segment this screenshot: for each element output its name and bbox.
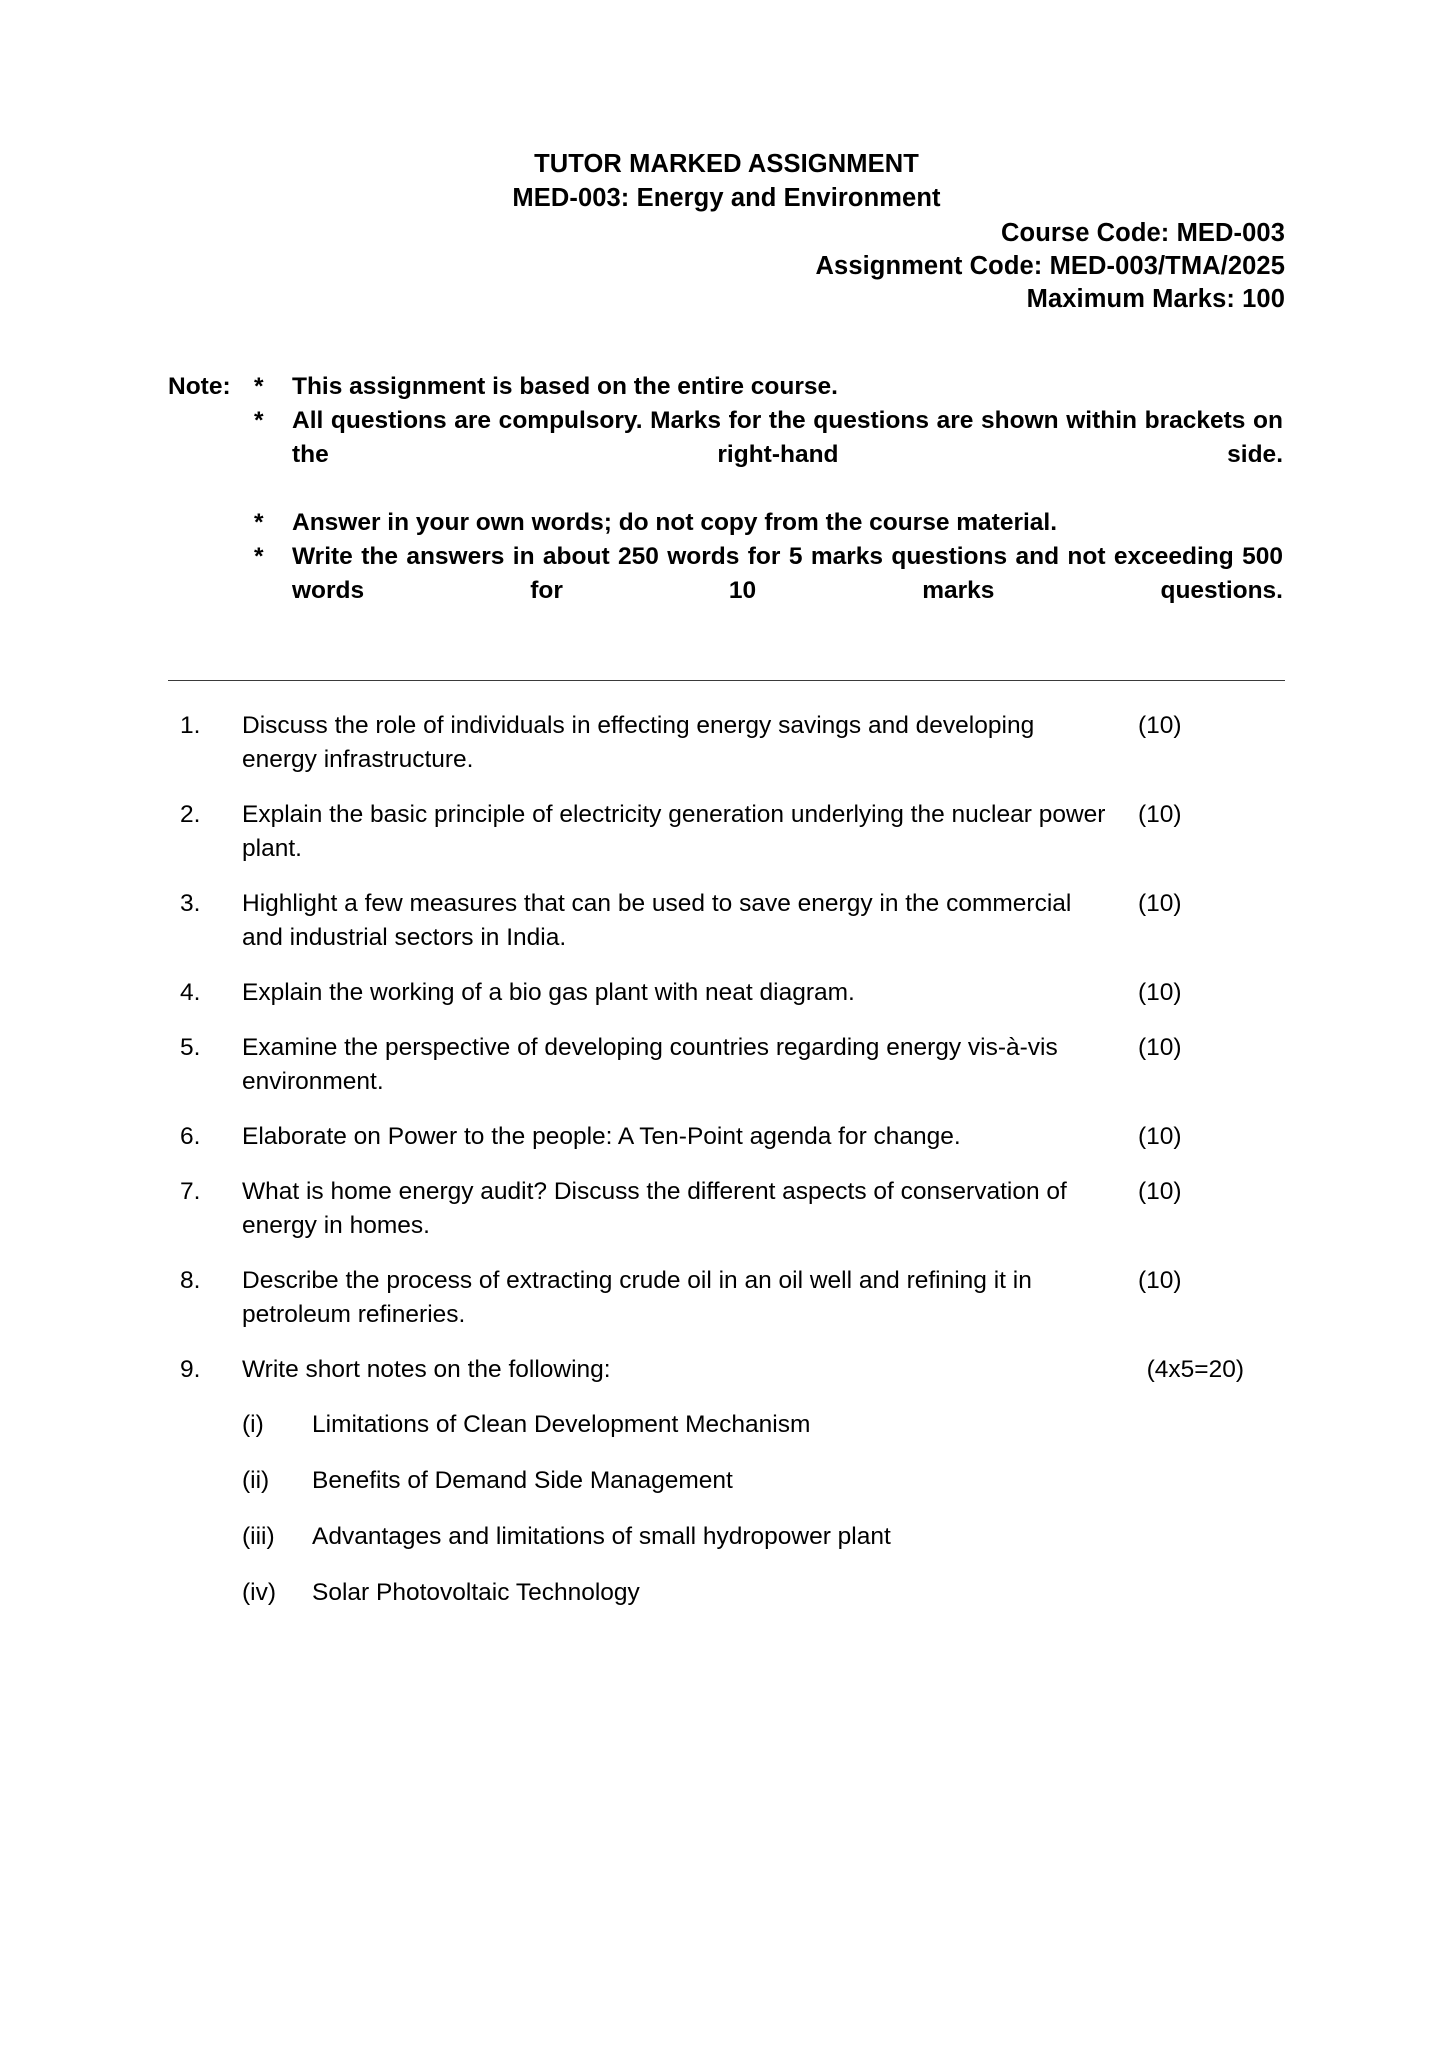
course-code: Course Code: MED-003 [1001,219,1285,247]
maximum-marks: Maximum Marks: 100 [1026,285,1285,313]
note-label: Note: [168,373,231,400]
note-item-1: This assignment is based on the entire course. [292,373,838,400]
question-text: Discuss the role of individuals in effecting energy savings and developing energy infrastructure. [242,712,1035,773]
sub-question-row [180,1576,1448,1610]
note-section [0,370,1285,642]
question-row [180,798,1448,866]
note-spacer-2 [168,404,254,506]
sub-question-number: (ii) [242,1467,270,1494]
question-number: 8. [180,1267,201,1294]
question-marks: (10) [1138,979,1182,1006]
question-number: 6. [180,1123,201,1150]
question-number: 3. [180,890,201,917]
question-row [180,709,1448,777]
question-row [180,1353,1448,1387]
sub-question-row [180,1464,1448,1498]
question-marks: (4x5=20) [1146,1356,1244,1383]
note-item-2: All questions are compulsory. Marks for the questions are shown within brackets on the right-hand side. [292,407,1283,468]
assignment-code: Assignment Code: MED-003/TMA/2025 [815,252,1285,280]
question-text: Write short notes on the following: [242,1356,611,1383]
sub-question-list [180,1408,1448,1610]
question-number: 1. [180,712,201,739]
question-marks: (10) [1138,1123,1182,1150]
sub-question-number: (i) [242,1411,264,1438]
sub-question-number: (iii) [242,1523,275,1550]
question-marks: (10) [1138,712,1182,739]
question-number: 4. [180,979,201,1006]
question-row [180,1120,1448,1154]
sub-question-number: (iv) [242,1579,277,1606]
question-text: Explain the working of a bio gas plant with neat diagram. [242,979,855,1006]
note-spacer-4 [168,540,254,642]
question-marks: (10) [1138,1267,1182,1294]
questions-list [0,709,1448,1610]
sub-question-row [180,1520,1448,1554]
note-bullet-1: * [254,373,264,400]
question-marks: (10) [1138,1178,1182,1205]
sub-question-text: Advantages and limitations of small hydropower plant [312,1523,891,1550]
question-text: Highlight a few measures that can be used to save energy in the commercial and industrial sectors in India. [242,890,1072,951]
question-row [180,1264,1448,1332]
question-number: 7. [180,1178,201,1205]
question-text: Examine the perspective of developing countries regarding energy vis-à-vis environment. [242,1034,1058,1095]
question-row [180,1031,1448,1099]
question-text: What is home energy audit? Discuss the different aspects of conservation of energy in homes. [242,1178,1067,1239]
note-bullet-4: * [254,543,264,570]
question-text: Describe the process of extracting crude oil in an oil well and refining it in petroleum refineries. [242,1267,1032,1328]
note-item-3: Answer in your own words; do not copy from the course material. [292,509,1058,536]
question-row [180,1175,1448,1243]
note-bullet-3: * [254,509,264,536]
sub-question-text: Limitations of Clean Development Mechanism [312,1411,811,1438]
sub-question-text: Benefits of Demand Side Management [312,1467,733,1494]
question-marks: (10) [1138,1034,1182,1061]
question-row [180,976,1448,1010]
page-title: TUTOR MARKED ASSIGNMENT [534,150,919,178]
note-item-4: Write the answers in about 250 words for 5 marks questions and not exceeding 500 words for 10 marks questions. [292,543,1283,604]
question-marks: (10) [1138,801,1182,828]
question-marks: (10) [1138,890,1182,917]
question-number: 9. [180,1356,201,1383]
course-subtitle: MED-003: Energy and Environment [512,184,941,212]
sub-question-text: Solar Photovoltaic Technology [312,1579,640,1606]
section-divider [168,680,1285,681]
question-number: 5. [180,1034,201,1061]
note-bullet-2: * [254,407,264,434]
sub-question-row [180,1408,1448,1442]
question-text: Explain the basic principle of electricity generation underlying the nuclear power plant. [242,801,1106,862]
question-text: Elaborate on Power to the people: A Ten-Point agenda for change. [242,1123,961,1150]
document-header [0,0,1285,316]
note-spacer-3 [168,506,254,540]
question-number: 2. [180,801,201,828]
question-row [180,887,1448,955]
